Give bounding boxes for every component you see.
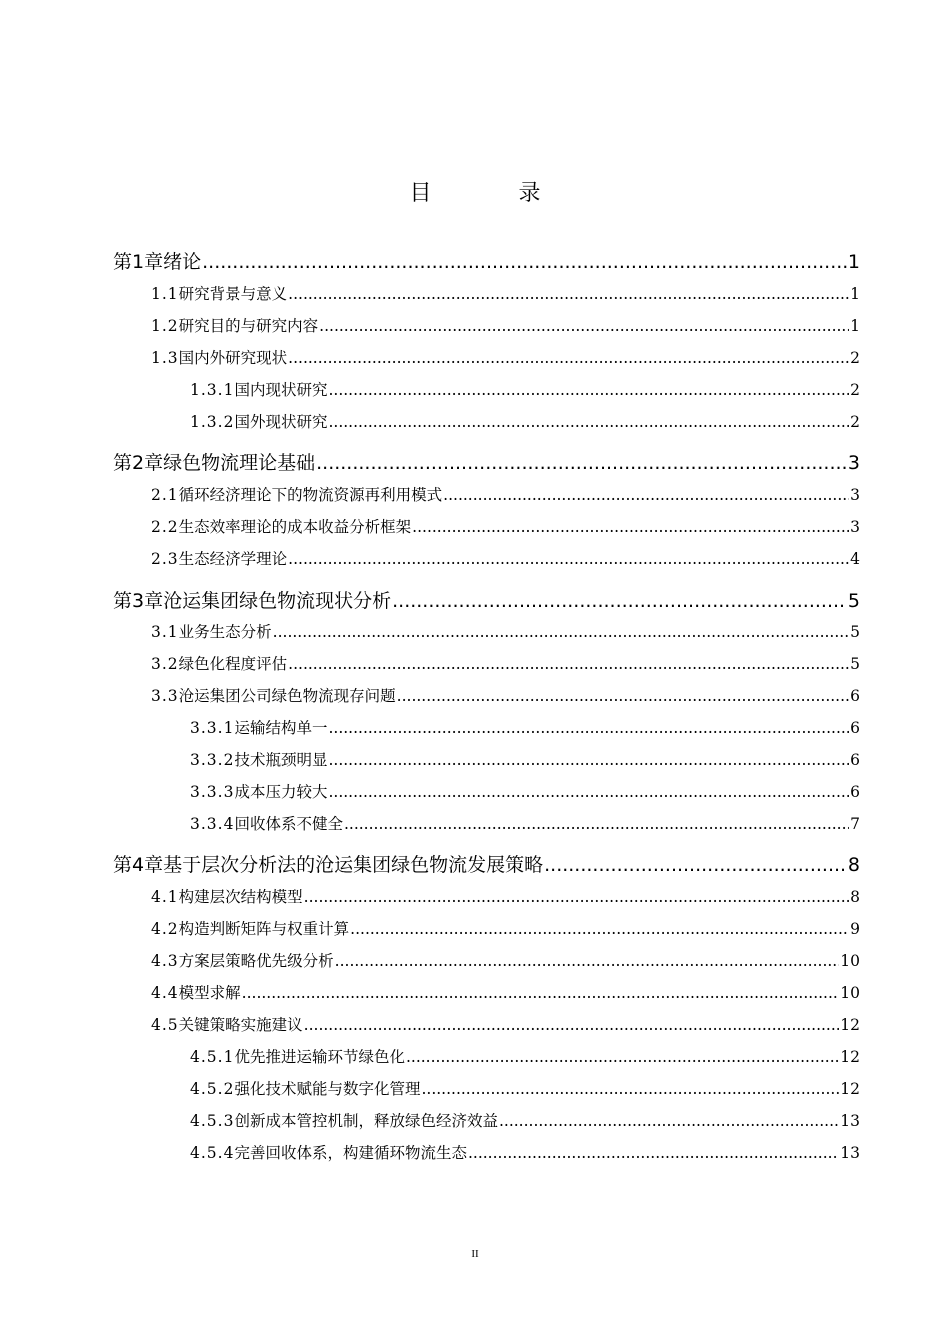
toc-dot-leader <box>406 1048 839 1066</box>
toc-dot-leader <box>328 719 849 737</box>
toc-entry-number: 3.3.4 <box>190 815 235 833</box>
toc-entry-label: 生态效率理论的成本收益分析框架 <box>178 518 412 536</box>
toc-entry-page: 10 <box>840 984 860 1002</box>
toc-entry-label: 构建层次结构模型 <box>178 888 303 906</box>
toc-entry-number: 3.1 <box>151 623 179 641</box>
toc-entry-page: 6 <box>850 783 860 801</box>
toc-subsection-entry[interactable] <box>190 748 860 770</box>
toc-entry-page: 3 <box>847 452 860 474</box>
toc-dot-leader <box>499 1112 839 1130</box>
toc-section-entry[interactable] <box>151 652 860 674</box>
toc-entry-number: 4.4 <box>151 984 179 1002</box>
toc-section-entry[interactable] <box>151 620 860 642</box>
toc-subsection-entry[interactable] <box>190 1077 860 1099</box>
toc-entry-number: 第3章 <box>113 590 164 612</box>
toc-dot-leader <box>328 413 849 431</box>
toc-subsection-entry[interactable] <box>190 1141 860 1163</box>
toc-entry-page: 7 <box>850 815 860 833</box>
toc-dot-leader <box>273 623 849 641</box>
toc-dot-leader <box>328 751 849 769</box>
toc-entry-label: 强化技术赋能与数字化管理 <box>234 1080 421 1098</box>
toc-entry-number: 2.1 <box>151 486 179 504</box>
toc-entry-page: 6 <box>850 687 860 705</box>
toc-entry-number: 3.3.3 <box>190 783 235 801</box>
toc-entry-label: 绿色物流理论基础 <box>163 452 316 474</box>
toc-entry-page: 12 <box>840 1048 860 1066</box>
toc-entry-number: 4.5 <box>151 1016 179 1034</box>
toc-entry-page: 9 <box>850 920 860 938</box>
toc-entry-number: 4.5.4 <box>190 1144 235 1162</box>
toc-entry-page: 5 <box>850 655 860 673</box>
toc-entry-page: 10 <box>840 952 860 970</box>
toc-entry-label: 回收体系不健全 <box>234 815 343 833</box>
toc-entry-label: 循环经济理论下的物流资源再利用模式 <box>178 486 443 504</box>
toc-dot-leader <box>288 550 849 568</box>
toc-entry-page: 12 <box>840 1080 860 1098</box>
toc-entry-page: 5 <box>847 590 860 612</box>
toc-dot-leader <box>316 452 847 474</box>
toc-entry-page: 8 <box>850 888 860 906</box>
toc-entry-number: 1.1 <box>151 285 179 303</box>
toc-dot-leader <box>288 349 849 367</box>
toc-entry-page: 13 <box>840 1112 860 1130</box>
toc-entry-label: 业务生态分析 <box>178 623 272 641</box>
toc-section-entry[interactable] <box>151 885 860 907</box>
toc-entry-label: 方案层策略优先级分析 <box>178 952 334 970</box>
toc-entry-number: 1.3 <box>151 349 179 367</box>
toc-chapter-entry[interactable] <box>113 586 860 613</box>
toc-entry-number: 4.5.1 <box>190 1048 235 1066</box>
toc-dot-leader <box>350 920 849 938</box>
toc-dot-leader <box>392 590 847 612</box>
toc-entry-label: 生态经济学理论 <box>178 550 288 568</box>
toc-entry-number: 1.3.1 <box>190 381 235 399</box>
toc-section-entry[interactable] <box>151 981 860 1003</box>
toc-entry-number: 4.2 <box>151 920 179 938</box>
toc-dot-leader <box>468 1144 839 1162</box>
toc-section-entry[interactable] <box>151 483 860 505</box>
toc-subsection-entry[interactable] <box>190 812 860 834</box>
toc-dot-leader <box>328 783 849 801</box>
toc-section-entry[interactable] <box>151 346 860 368</box>
toc-entry-page: 1 <box>847 251 860 273</box>
toc-entry-page: 1 <box>850 285 860 303</box>
toc-entry-page: 12 <box>840 1016 860 1034</box>
toc-entry-number: 第4章 <box>113 854 164 876</box>
toc-entry-number: 3.3.2 <box>190 751 235 769</box>
toc-entry-number: 2.2 <box>151 518 179 536</box>
toc-dot-leader <box>421 1080 839 1098</box>
toc-entry-page: 2 <box>850 349 860 367</box>
toc-chapter-entry[interactable] <box>113 247 860 274</box>
toc-entry-label: 模型求解 <box>178 984 241 1002</box>
toc-entry-page: 1 <box>850 317 860 335</box>
toc-entry-page: 6 <box>850 719 860 737</box>
toc-entry-label: 关键策略实施建议 <box>178 1016 303 1034</box>
toc-entry-page: 3 <box>850 518 860 536</box>
toc-subsection-entry[interactable] <box>190 378 860 400</box>
toc-section-entry[interactable] <box>151 949 860 971</box>
toc-entry-page: 4 <box>850 550 860 568</box>
toc-entry-label: 优先推进运输环节绿色化 <box>234 1048 405 1066</box>
toc-dot-leader <box>443 486 849 504</box>
toc-dot-leader <box>328 381 849 399</box>
toc-entry-label: 完善回收体系，构建循环物流生态 <box>234 1144 467 1162</box>
toc-dot-leader <box>242 984 840 1002</box>
toc-chapter-entry[interactable] <box>113 850 860 877</box>
toc-entry-label: 成本压力较大 <box>234 783 328 801</box>
toc-entry-page: 3 <box>850 486 860 504</box>
toc-entry-label: 沧运集团绿色物流现状分析 <box>163 590 392 612</box>
toc-entry-label: 国内外研究现状 <box>178 349 288 367</box>
toc-section-entry[interactable] <box>151 547 860 569</box>
toc-entry-number: 4.5.3 <box>190 1112 235 1130</box>
toc-entry-number: 第2章 <box>113 452 164 474</box>
toc-entry-number: 1.2 <box>151 317 179 335</box>
toc-entry-label: 国外现状研究 <box>234 413 328 431</box>
toc-dot-leader <box>202 251 847 273</box>
toc-dot-leader <box>288 285 849 303</box>
toc-entry-label: 绿色化程度评估 <box>178 655 288 673</box>
toc-entry-page: 2 <box>850 413 860 431</box>
toc-entry-label: 运输结构单一 <box>234 719 328 737</box>
toc-section-entry[interactable] <box>151 282 860 304</box>
toc-entry-page: 13 <box>840 1144 860 1162</box>
toc-entry-number: 3.3.1 <box>190 719 235 737</box>
toc-section-entry[interactable] <box>151 684 860 706</box>
page-number-footer: II <box>471 1248 479 1260</box>
toc-entry-label: 绪论 <box>163 251 202 273</box>
toc-subsection-entry[interactable] <box>190 410 860 432</box>
toc-section-entry[interactable] <box>151 314 860 336</box>
toc-entry-label: 研究背景与意义 <box>178 285 288 303</box>
toc-entry-page: 5 <box>850 623 860 641</box>
toc-dot-leader <box>544 854 847 876</box>
toc-entry-number: 第1章 <box>113 251 164 273</box>
toc-dot-leader <box>344 815 849 833</box>
toc-title: 目 录 <box>409 181 581 206</box>
toc-entry-label: 创新成本管控机制，释放绿色经济效益 <box>234 1112 498 1130</box>
toc-section-entry[interactable] <box>151 917 860 939</box>
toc-dot-leader <box>304 1016 840 1034</box>
toc-subsection-entry[interactable] <box>190 780 860 802</box>
toc-entry-page: 2 <box>850 381 860 399</box>
toc-entry-number: 1.3.2 <box>190 413 235 431</box>
toc-section-entry[interactable] <box>151 1013 860 1035</box>
toc-chapter-entry[interactable] <box>113 448 860 475</box>
toc-entry-number: 3.3 <box>151 687 179 705</box>
toc-entry-number: 4.3 <box>151 952 179 970</box>
toc-dot-leader <box>304 888 849 906</box>
toc-entry-number: 3.2 <box>151 655 179 673</box>
toc-entry-number: 4.5.2 <box>190 1080 235 1098</box>
toc-entry-label: 技术瓶颈明显 <box>234 751 328 769</box>
toc-subsection-entry[interactable] <box>190 1045 860 1067</box>
toc-entry-number: 2.3 <box>151 550 179 568</box>
toc-entry-label: 研究目的与研究内容 <box>178 317 319 335</box>
toc-section-entry[interactable] <box>151 515 860 537</box>
toc-dot-leader <box>335 952 840 970</box>
toc-dot-leader <box>397 687 849 705</box>
toc-dot-leader <box>288 655 849 673</box>
toc-entry-number: 4.1 <box>151 888 179 906</box>
toc-entry-page: 8 <box>847 854 860 876</box>
toc-entry-label: 构造判断矩阵与权重计算 <box>178 920 350 938</box>
toc-entry-label: 沧运集团公司绿色物流现存问题 <box>178 687 396 705</box>
toc-subsection-entry[interactable] <box>190 716 860 738</box>
toc-entry-label: 国内现状研究 <box>234 381 328 399</box>
toc-dot-leader <box>319 317 849 335</box>
toc-entry-label: 基于层次分析法的沧运集团绿色物流发展策略 <box>163 854 544 876</box>
toc-entry-page: 6 <box>850 751 860 769</box>
toc-dot-leader <box>412 518 849 536</box>
toc-subsection-entry[interactable] <box>190 1109 860 1131</box>
